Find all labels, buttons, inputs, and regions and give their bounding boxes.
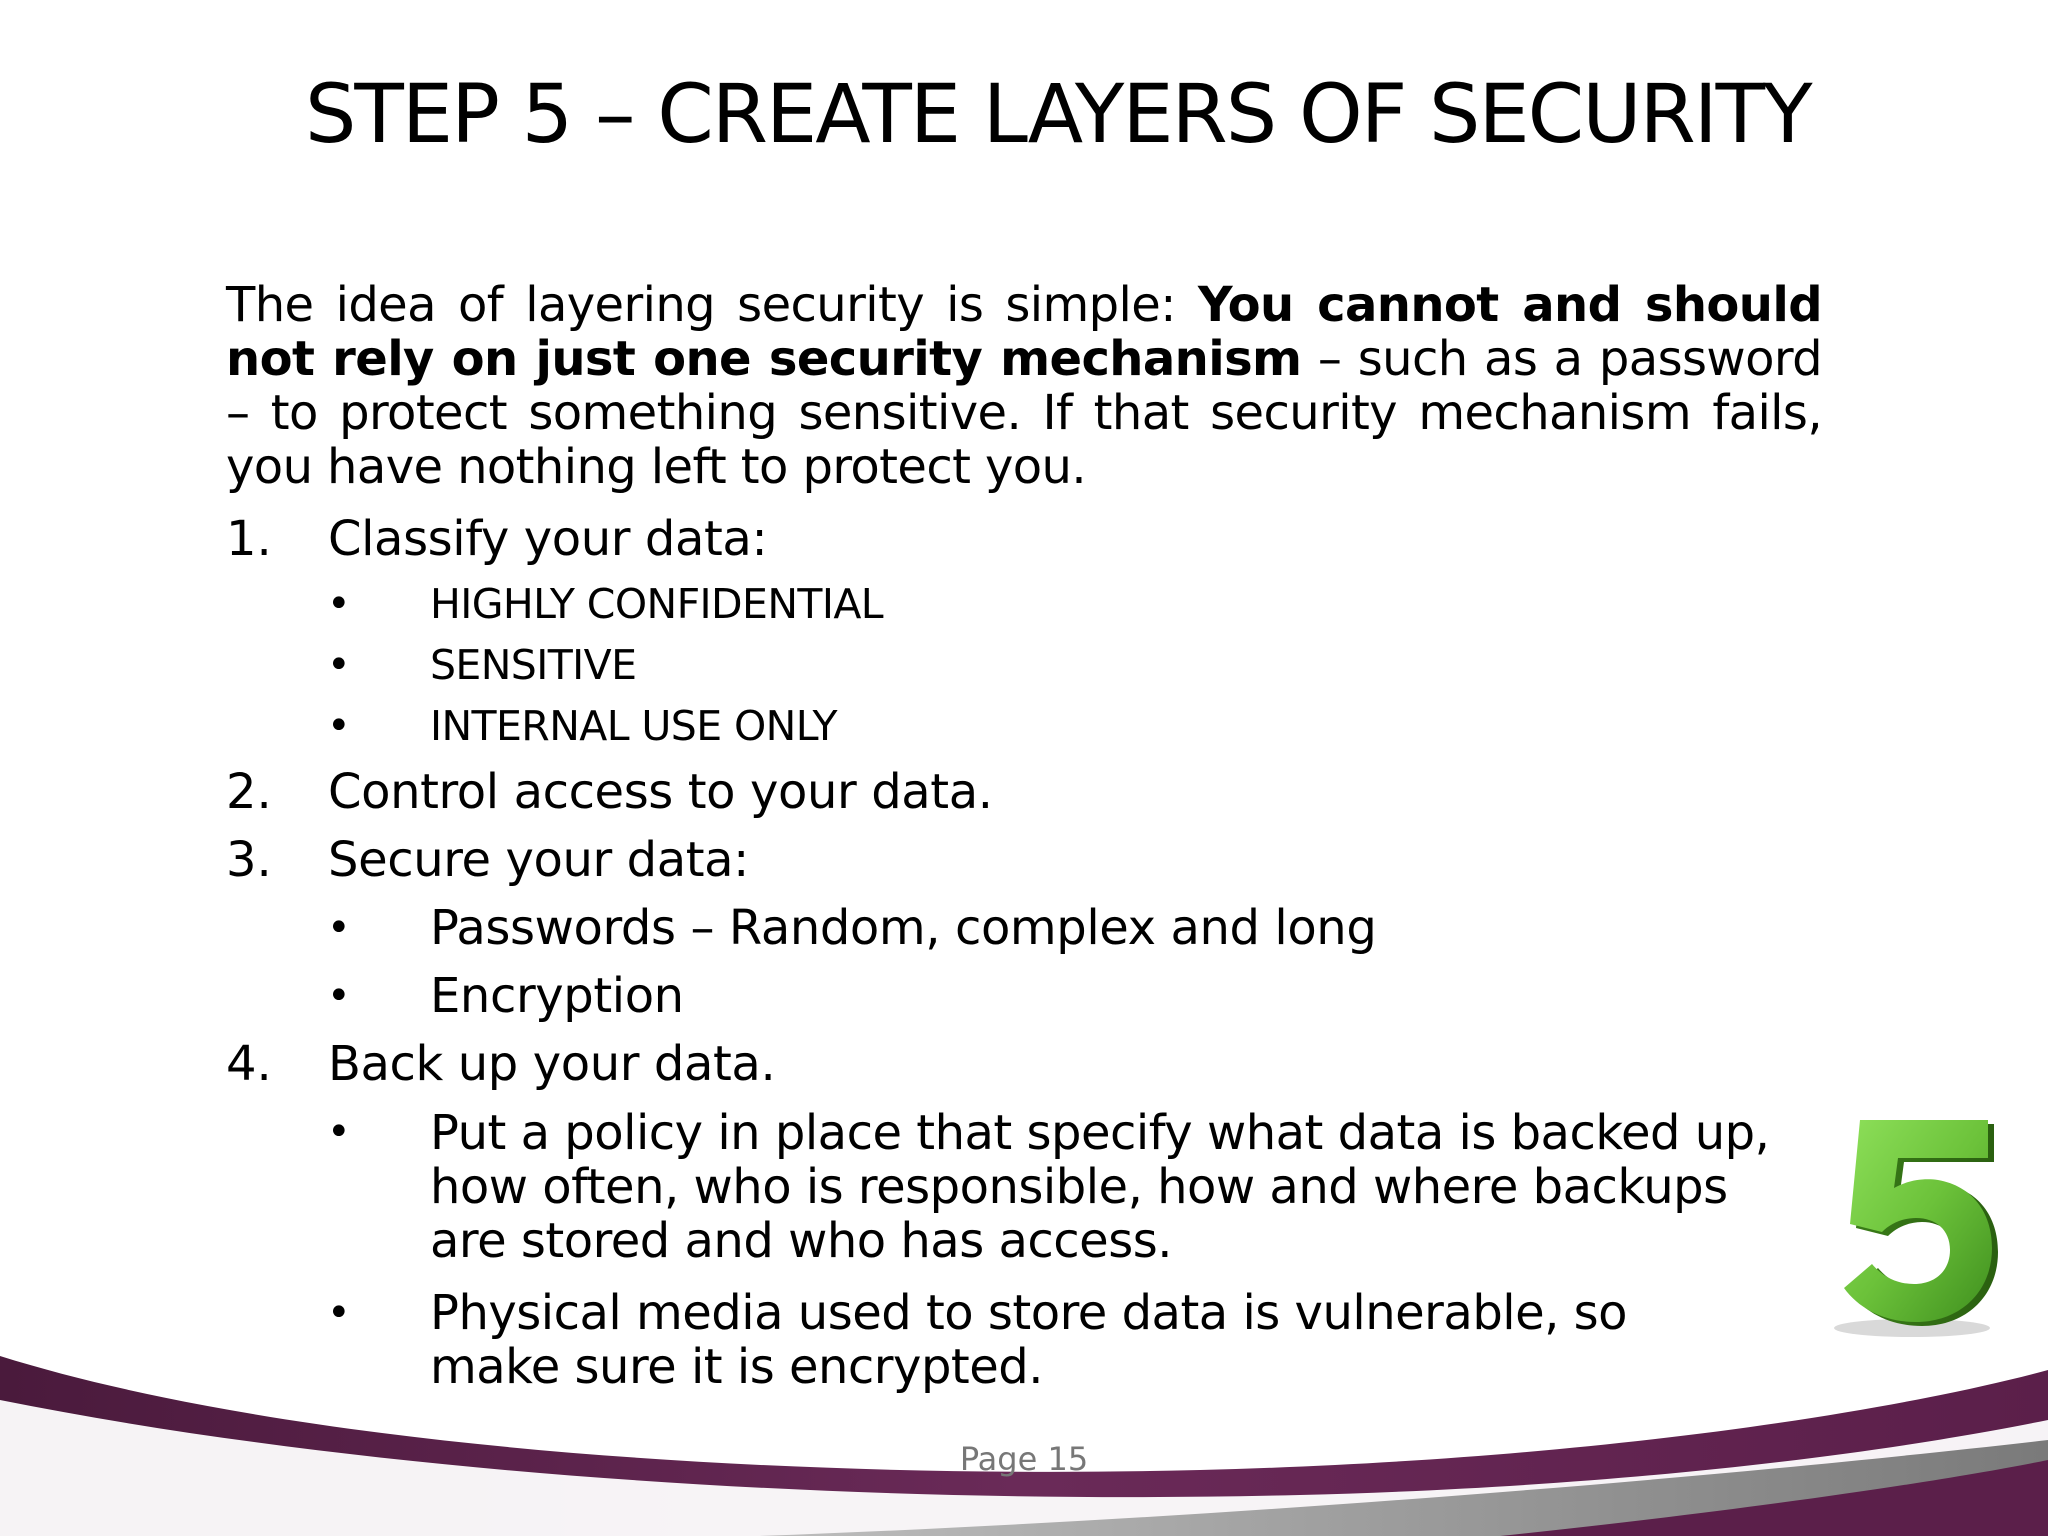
step-1-bullet-3: INTERNAL USE ONLY	[430, 702, 837, 750]
intro-paragraph	[226, 278, 1822, 494]
step-3-bullet-2: Encryption	[430, 968, 684, 1024]
page-number: Page 15	[959, 1440, 1089, 1478]
intro-lead: The idea of layering security is simple:	[226, 277, 1198, 333]
bullet-glyph: •	[327, 642, 351, 688]
step-3-number: 3.	[226, 832, 272, 888]
step-4-bullet-2: Physical media used to store data is vulnerable, so make sure it is encrypted.	[430, 1285, 1628, 1395]
bullet-glyph: •	[327, 581, 351, 627]
step-1-number: 1.	[226, 511, 272, 567]
intro-rest: – such as a password – to protect something sensitive. If that security mechanism fails, you have nothing left to protect you.	[226, 331, 1823, 495]
step-1-bullet-1: HIGHLY CONFIDENTIAL	[430, 580, 884, 628]
number-five-icon	[1820, 1100, 2000, 1340]
bullet-glyph: •	[327, 1109, 351, 1155]
step-2-number: 2.	[226, 764, 272, 820]
step-2-text: Control access to your data.	[328, 764, 993, 820]
slide-title: STEP 5 – CREATE LAYERS OF SECURITY	[305, 68, 1811, 162]
step-3-bullet-1: Passwords – Random, complex and long	[430, 900, 1377, 956]
bullet-glyph: •	[327, 905, 351, 951]
number-five-label: 5	[1820, 1100, 1821, 1101]
intro-emphasis: You cannot and should not rely on just one security mechanism	[226, 277, 1822, 387]
bullet-glyph: •	[327, 703, 351, 749]
footer-swoosh	[0, 1330, 2048, 1536]
bullet-glyph: •	[327, 1290, 351, 1336]
step-4-bullet-1: Put a policy in place that specify what data is backed up, how often, who is responsible, how and where backups are stored and who has access.	[430, 1105, 1770, 1269]
step-4-text: Back up your data.	[328, 1036, 776, 1092]
step-3-text: Secure your data:	[328, 832, 749, 888]
step-1-bullet-2: SENSITIVE	[430, 641, 637, 689]
step-4-number: 4.	[226, 1036, 272, 1092]
bullet-glyph: •	[327, 973, 351, 1019]
step-1-text: Classify your data:	[328, 511, 768, 567]
